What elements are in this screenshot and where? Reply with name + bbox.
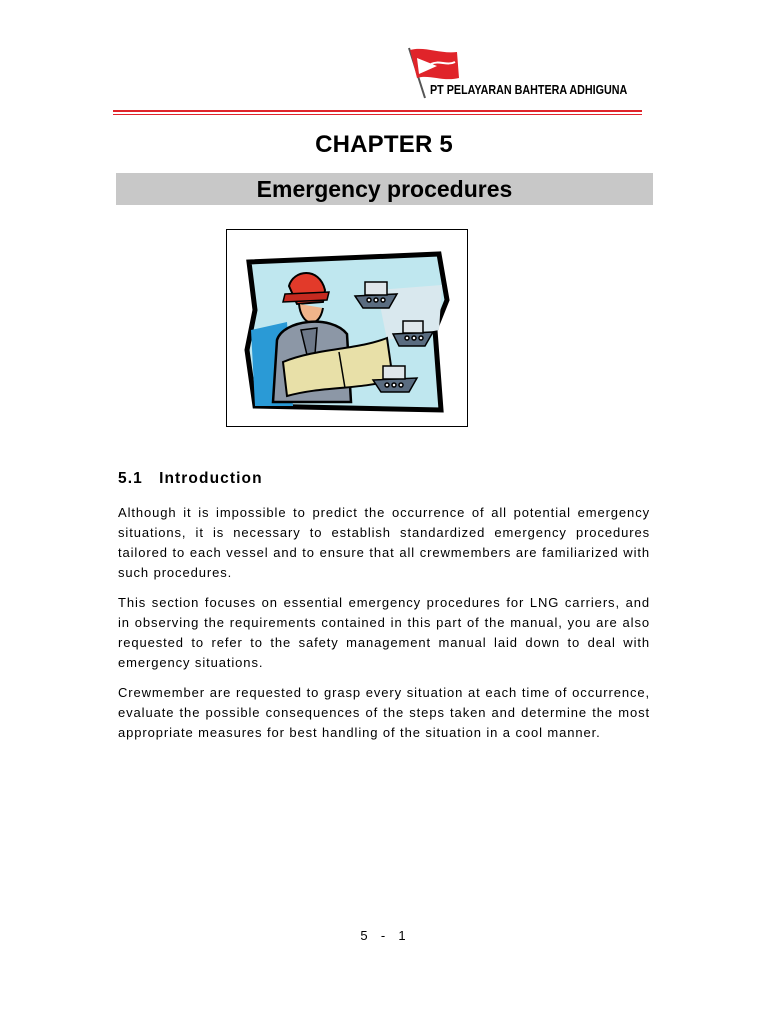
paragraph-3: Crewmember are requested to grasp every situation at each time of occurrence, evaluate the possible consequences of the steps taken and determine the most appropriate measures for best handling of the situation in a cool manner.	[118, 685, 650, 740]
chapter-title: Emergency procedures	[116, 173, 653, 205]
company-name: PT PELAYARAN BAHTERA ADHIGUNA	[430, 83, 628, 97]
paragraph-2: This section focuses on essential emergency procedures for LNG carriers, and in observing the requirements contained in this part of the manual, you are also requested to refer to the safety management manual laid down to deal with emergency situations.	[118, 595, 650, 670]
chapter-label: CHAPTER 5	[315, 131, 453, 158]
paragraph-1: Although it is impossible to predict the occurrence of all potential emergency situations, it is necessary to establish standardized emergency procedures tailored to each vessel and to ensure that all crewmembers are familiarized with such procedures.	[118, 505, 650, 580]
emergency-illustration	[226, 229, 468, 427]
section-heading: 5.1 Introduction	[118, 470, 263, 487]
header-rule-thin	[113, 114, 642, 115]
page-number: 5 - 1	[360, 928, 408, 943]
company-logo	[405, 44, 640, 102]
header-rule	[113, 110, 642, 112]
officer-with-chart-and-ships-clipart	[227, 230, 467, 426]
